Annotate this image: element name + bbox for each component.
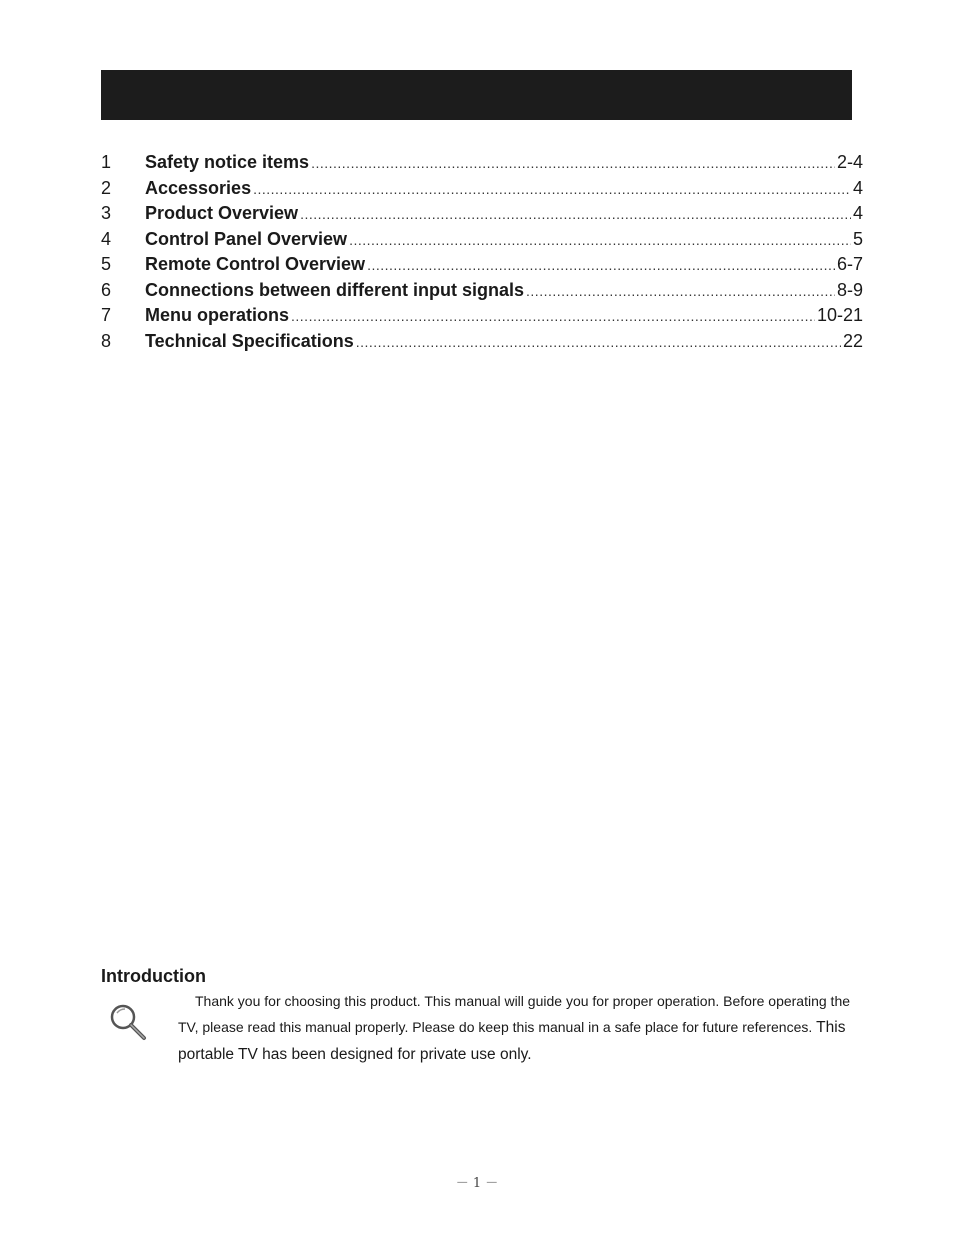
toc-entry-page: 6-7 xyxy=(836,254,863,274)
toc-entry[interactable] xyxy=(101,278,863,304)
toc-entry[interactable] xyxy=(101,252,863,278)
toc-entry-title: Connections between different input signals xyxy=(145,279,525,300)
introduction-text-part1: Thank you for choosing this product. This manual will guide you for proper operation. Before operating the TV, please read this manual properly. Please do keep this manual in a safe place for future references. xyxy=(178,993,851,1035)
toc-leader-dots xyxy=(311,151,835,177)
toc-entry-page: 22 xyxy=(842,330,863,351)
toc-entry-number: 4 xyxy=(101,228,112,249)
toc-leader-dots xyxy=(300,202,851,228)
toc-entry-title: Product Overview xyxy=(145,203,299,223)
introduction-heading: Introduction xyxy=(101,966,206,986)
page-number: － 1 － xyxy=(455,1176,499,1191)
toc-entry-number: 3 xyxy=(101,203,112,223)
toc-entry[interactable] xyxy=(101,227,863,253)
introduction-text xyxy=(178,988,868,1068)
toc-entry-number: 2 xyxy=(101,177,112,198)
toc-entry-page: 2-4 xyxy=(836,152,863,172)
toc-entry-title: Menu operations xyxy=(145,305,290,325)
toc-entry-title: Remote Control Overview xyxy=(145,254,366,274)
toc-entry[interactable] xyxy=(101,176,863,202)
toc-leader-dots xyxy=(253,177,851,203)
toc-entry-title: Accessories xyxy=(145,177,252,198)
toc-entry-number: 7 xyxy=(101,305,112,325)
toc-leader-dots xyxy=(356,330,841,356)
toc-entry-number: 1 xyxy=(101,152,112,172)
toc-entry-page: 4 xyxy=(852,203,863,223)
toc-entry-title: Technical Specifications xyxy=(145,330,354,351)
toc-leader-dots xyxy=(291,304,815,330)
toc-entry-number: 8 xyxy=(101,330,112,351)
toc-entry[interactable] xyxy=(101,150,863,176)
toc-entry-title: Control Panel Overview xyxy=(145,228,348,249)
toc-leader-dots xyxy=(367,253,835,279)
toc-leader-dots xyxy=(349,228,851,254)
table-of-contents xyxy=(101,150,863,354)
toc-leader-dots xyxy=(526,279,835,305)
introduction-text-part2: This portable TV has been designed for private use only. xyxy=(178,1019,846,1063)
toc-entry-page: 8-9 xyxy=(836,279,863,300)
toc-entry[interactable] xyxy=(101,201,863,227)
magnifier-icon xyxy=(106,1002,152,1044)
toc-entry-number: 6 xyxy=(101,279,112,300)
toc-entry[interactable] xyxy=(101,303,863,329)
toc-entry-page: 10-21 xyxy=(816,305,863,325)
title-bar xyxy=(101,70,852,120)
toc-entry-page: 4 xyxy=(852,177,863,198)
toc-entry-title: Safety notice items xyxy=(145,152,310,172)
toc-entry[interactable] xyxy=(101,329,863,355)
toc-entry-page: 5 xyxy=(852,228,863,249)
toc-entry-number: 5 xyxy=(101,254,112,274)
